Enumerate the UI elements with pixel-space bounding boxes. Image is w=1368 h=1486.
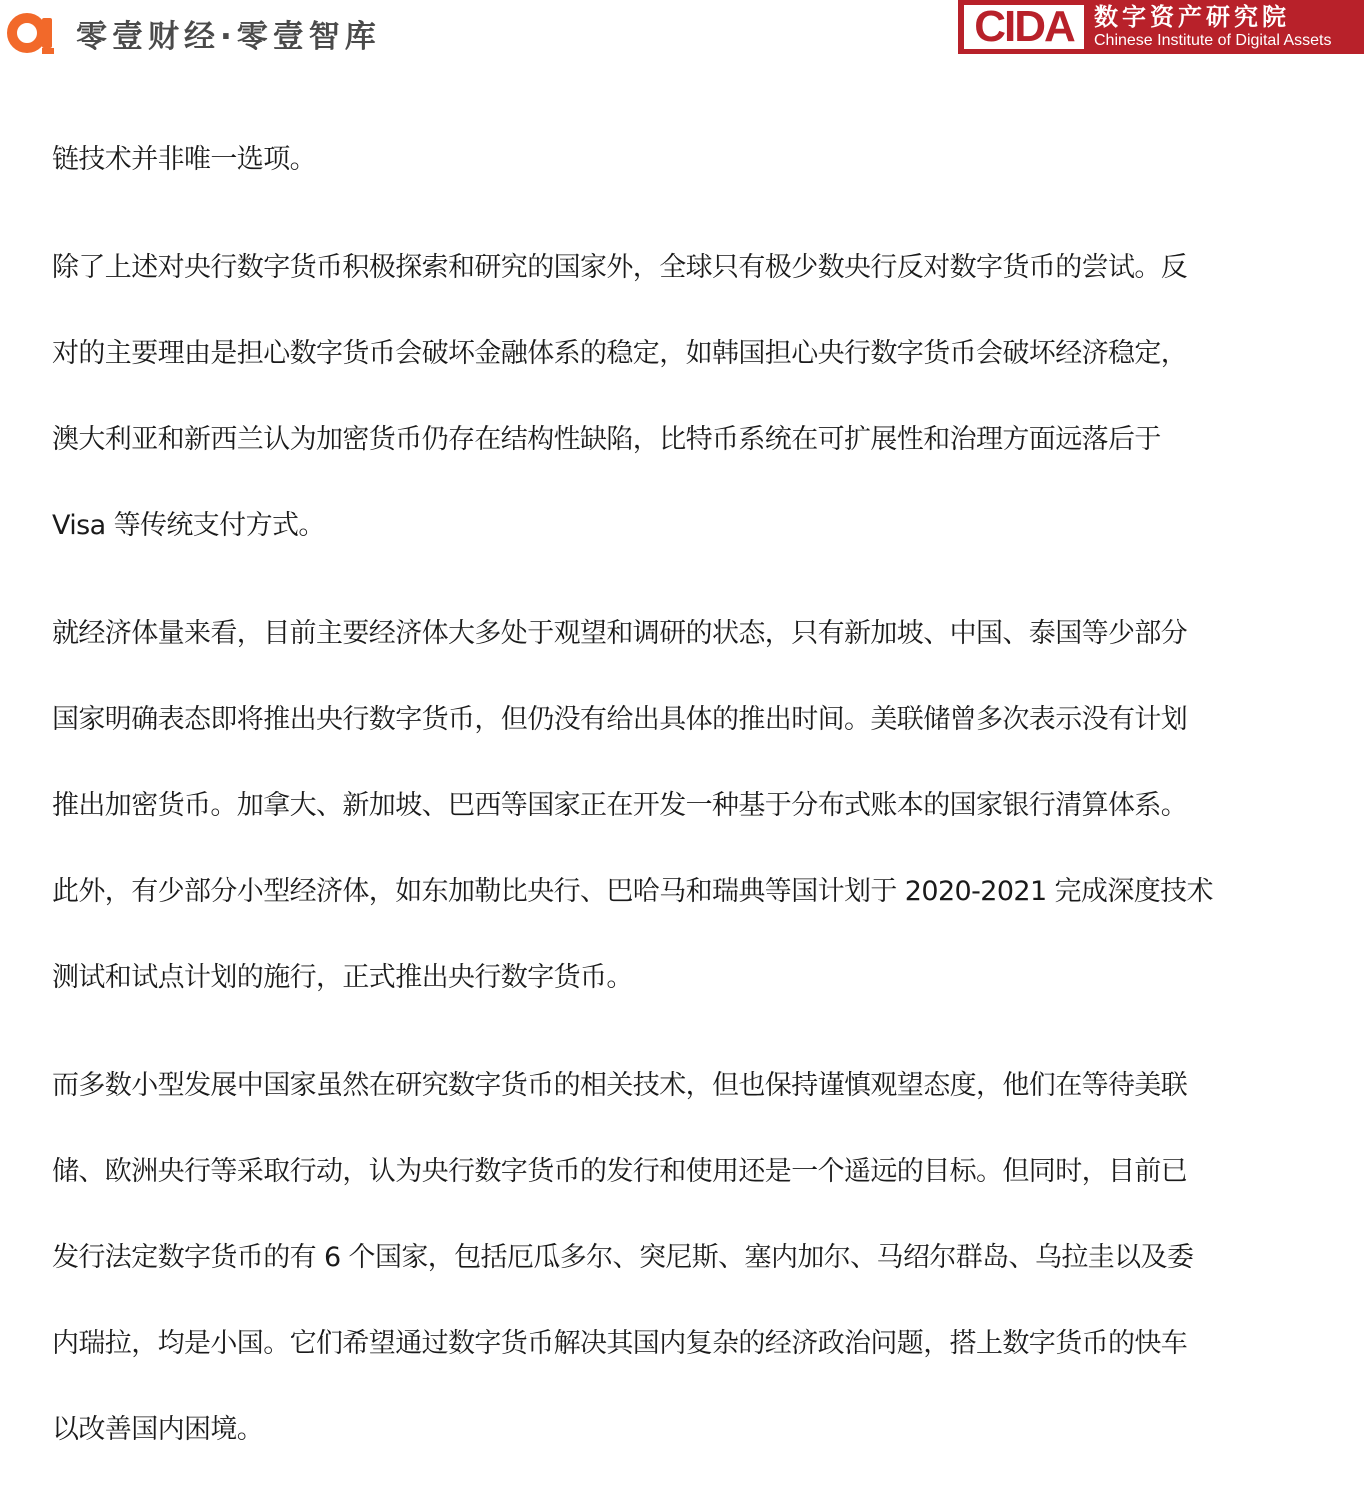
- cida-name-cn: 数字资产研究院: [1094, 3, 1290, 31]
- text-line: Visa 等传统支付方式。: [52, 510, 325, 541]
- text-line: 测试和试点计划的施行，正式推出央行数字货币。: [52, 962, 633, 993]
- text-line: 对的主要理由是担心数字货币会破坏金融体系的稳定，如韩国担心央行数字货币会破坏经济稳定，: [52, 338, 1188, 369]
- text-line: 内瑞拉，均是小国。它们希望通过数字货币解决其国内复杂的经济政治问题，搭上数字货币的快车: [52, 1328, 1188, 1359]
- text-line: 储、欧洲央行等采取行动，认为央行数字货币的发行和使用还是一个遥远的目标。但同时，目前已: [52, 1156, 1188, 1187]
- text-line: 以改善国内困境。: [52, 1414, 264, 1445]
- cida-letter-box: [964, 2, 1084, 51]
- article-body: [52, 130, 1312, 1486]
- paragraph: [52, 1056, 1312, 1486]
- text-line: 澳大利亚和新西兰认为加密货币仍存在结构性缺陷，比特币系统在可扩展性和治理方面远落后于: [52, 424, 1161, 455]
- brand-name: 零壹财经·零壹智库: [76, 18, 381, 55]
- brand-lingyi: [6, 10, 381, 56]
- text-line: 除了上述对央行数字货币积极探索和研究的国家外，全球只有极少数央行反对数字货币的尝试。反: [52, 252, 1188, 283]
- page-header: [0, 0, 1368, 60]
- text-line: 就经济体量来看，目前主要经济体大多处于观望和调研的状态，只有新加坡、中国、泰国等少部分: [52, 618, 1188, 649]
- text-line: 此外，有少部分小型经济体，如东加勒比央行、巴哈马和瑞典等国计划于 2020-2021 完成深度技术: [52, 876, 1213, 907]
- cida-name-en: Chinese Institute of Digital Assets: [1094, 32, 1332, 49]
- paragraph: [52, 130, 1312, 216]
- text-line: 推出加密货币。加拿大、新加坡、巴西等国家正在开发一种基于分布式账本的国家银行清算体系。: [52, 790, 1188, 821]
- text-line: 国家明确表态即将推出央行数字货币，但仍没有给出具体的推出时间。美联储曾多次表示没有计划: [52, 704, 1188, 735]
- cida-logo: [958, 0, 1364, 54]
- paragraph: [52, 604, 1312, 1034]
- cida-letters: CIDA: [974, 2, 1074, 51]
- text-line: 链技术并非唯一选项。: [52, 144, 316, 175]
- paragraph: [52, 238, 1312, 582]
- text-line: 而多数小型发展中国家虽然在研究数字货币的相关技术，但也保持谨慎观望态度，他们在等待美联: [52, 1070, 1188, 1101]
- text-line: 发行法定数字货币的有 6 个国家，包括厄瓜多尔、突尼斯、塞内加尔、马绍尔群岛、乌拉圭以及委: [52, 1242, 1194, 1273]
- lingyi-logo-icon: [6, 10, 56, 56]
